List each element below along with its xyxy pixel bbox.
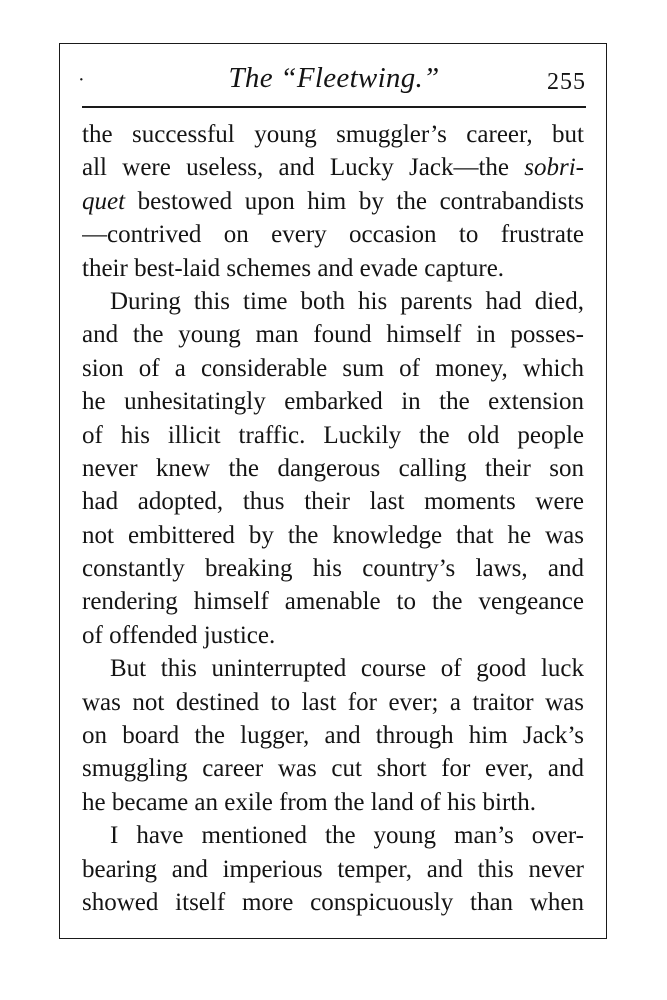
text-line: rendering himself amenable to the vengeance [82,588,584,616]
text-line: was not destined to last for ever; a traitor was [82,688,584,716]
print-speck: · [78,69,85,91]
text-line: bearing and imperious temper, and this never [82,855,584,883]
text-line: quet bestowed upon him by the contrabandists [82,187,584,215]
paragraph-end-line: their best-laid schemes and evade capture. [82,254,505,282]
text-line: —contrived on every occasion to frustrate [82,221,584,249]
text-line: on board the lugger, and through him Jack’s [82,722,584,750]
italic-word: sobri- [524,154,584,182]
running-head [82,55,586,101]
text-line: not embittered by the knowledge that he was [82,521,584,549]
paragraph-start-line: I have mentioned the young man’s over- [110,822,584,850]
italic-word: quet [82,187,126,215]
text-line: sion of a considerable sum of money, which [82,354,584,382]
text-line: of his illicit traffic. Luckily the old people [82,421,584,449]
text-line: constantly breaking his country’s laws, and [82,555,584,583]
paragraph-end-line: of offended justice. [82,621,276,649]
paragraph-start-line: But this uninterrupted course of good luck [110,655,584,683]
body-text [82,118,584,919]
text-line: had adopted, thus their last moments were [82,488,584,516]
text-line: showed itself more conspicuously than when [82,888,584,916]
text-line: smuggling career was cut short for ever, and [82,755,584,783]
text-line: and the young man found himself in posses- [82,321,584,349]
header-rule [82,106,586,108]
text-line: all were useless, and Lucky Jack—the sobri- [82,154,584,182]
paragraph-end-line: he became an exile from the land of his birth. [82,788,537,816]
text-line: he unhesitatingly embarked in the extension [82,388,584,416]
text-line: never knew the dangerous calling their son [82,454,584,482]
paragraph-start-line: During this time both his parents had died, [110,287,584,315]
running-title: The “Fleetwing.” [228,62,440,94]
text-line: the successful young smuggler’s career, but [82,121,584,148]
page-number: 255 [547,69,586,95]
